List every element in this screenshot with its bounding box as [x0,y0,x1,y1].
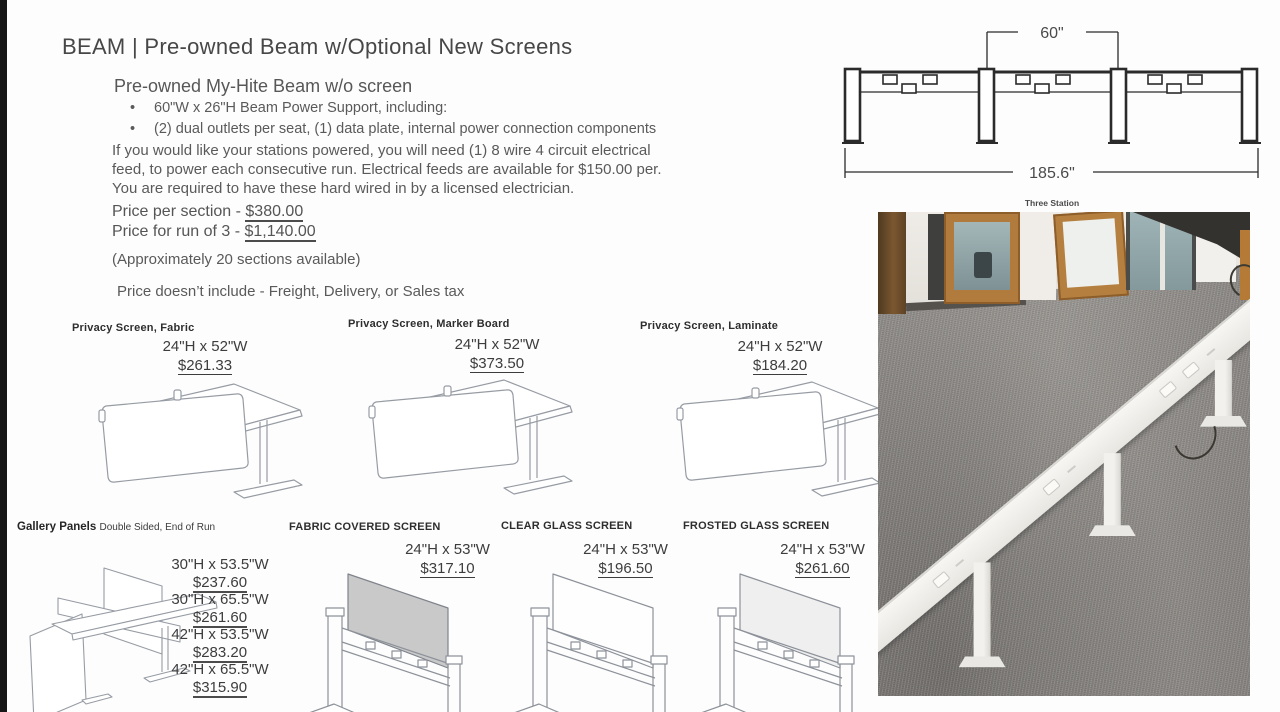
diagram-top-dimension: 60" [1040,25,1064,42]
privacy-screen-markerboard-label: Privacy Screen, Marker Board [348,318,510,330]
tax-note: Price doesn’t include - Freight, Delivery, or Sales tax [117,283,465,300]
intro-paragraph-line: feed, to power each consecutive run. Electrical feeds are available for $150.00 per. [112,161,662,178]
three-station-diagram [838,12,1262,212]
dimensions: 24"H x 53"W [405,541,490,558]
bullet-text: 60"W x 26"H Beam Power Support, including: [154,100,448,116]
dimensions: 24"H x 52"W [454,336,540,353]
dimensions: 42"H x 53.5"W [171,626,269,643]
privacy-screen-fabric-label: Privacy Screen, Fabric [72,322,195,334]
photo-beam-post [1215,360,1232,418]
dimensions: 30"H x 53.5"W [171,556,269,573]
photo-wall-section [1020,212,1056,300]
photo-beam-post [1104,453,1121,527]
privacy-screen-laminate-label: Privacy Screen, Laminate [640,320,779,332]
gallery-panels-pricing [140,556,300,696]
photo-wood-doorframe-left [878,212,906,314]
photo-beam-foot [959,656,1006,667]
availability-note: (Approximately 20 sections available) [112,251,361,268]
bullet-icon: • [130,121,136,137]
dimensions: 24"H x 53"W [780,541,865,558]
desk-screen-illustration-markerboard [352,362,592,507]
price: $373.50 [469,355,525,372]
dimensions: 24"H x 52"W [162,338,248,355]
price: $261.60 [192,608,248,626]
photo-beam-outlet [1182,361,1201,379]
beam-screen-illustration-fabric [300,572,490,712]
price: $184.20 [752,357,808,374]
bullet-item [130,100,447,116]
price: $261.60 [795,560,850,577]
price-per-section-value: $380.00 [245,203,304,220]
page-left-edge-bar [0,0,7,712]
photo-beam-outlet [1159,381,1178,399]
intro-subtitle: Pre-owned My-Hite Beam w/o screen [114,76,413,96]
price-run-of-3 [112,223,316,241]
photo-door-glass [954,222,1010,290]
photo-beam-post [974,562,991,658]
bullet-icon: • [130,100,136,116]
photo-beam-outlet [932,571,951,589]
desk-screen-illustration-laminate [660,364,900,509]
fabric-covered-screen-label: FABRIC COVERED SCREEN [289,521,441,533]
price-run-label: Price for run of 3 - [112,223,245,240]
clear-glass-screen-label: CLEAR GLASS SCREEN [501,520,633,532]
photo-beam-seam [955,559,964,567]
photo-beam-foot [1089,525,1136,536]
price: $317.10 [420,560,475,577]
photo-office-chair-silhouette [974,252,992,278]
photo-dark-window-frame [928,214,944,300]
dimensions: 24"H x 53"W [583,541,668,558]
price: $196.50 [598,560,653,577]
gallery-panels-label [17,521,215,533]
frosted-glass-screen-label: FROSTED GLASS SCREEN [683,520,830,532]
price: $283.20 [192,643,248,661]
desk-screen-illustration-fabric [82,366,322,511]
price: $315.90 [192,678,248,696]
photo-beam-outlet [1042,478,1061,496]
beam-screen-illustration-clear-glass [505,572,695,712]
bullet-text: (2) dual outlets per seat, (1) data plate, internal power connection components [154,121,657,137]
intro-paragraph-line: You are required to have these hard wired in by a licensed electrician. [112,180,575,197]
photo-beam-seam [1067,465,1076,473]
gallery-panels-subtitle: Double Sided, End of Run [99,522,216,533]
product-photo-beam-in-office [878,212,1250,696]
bullet-item [130,121,656,137]
photo-wood-door-with-glass [944,212,1020,304]
price-per-section-label: Price per section - [112,203,246,220]
diagram-caption: Three Station [1024,198,1080,208]
price-run-value: $1,140.00 [244,223,316,240]
intro-paragraph-line: If you would like your stations powered, you will need (1) 8 wire 4 circuit electrical [112,142,651,159]
photo-beam-seam [1206,348,1215,356]
dimensions: 42"H x 65.5"W [171,661,269,678]
photo-beam-rail [878,288,1250,672]
page-title: BEAM | Pre-owned Beam w/Optional New Screens [62,34,573,59]
dimensions: 24"H x 52"W [737,338,823,355]
photo-door-panel [1063,218,1119,287]
gallery-panels-title: Gallery Panels [17,521,97,533]
photo-open-wood-door [1053,212,1129,300]
price-per-section [112,203,303,221]
price: $237.60 [192,573,248,591]
price: $261.33 [177,357,233,374]
beam-screen-illustration-frosted-glass [692,572,882,712]
dimensions: 30"H x 65.5"W [171,591,269,608]
diagram-bottom-dimension: 185.6" [1029,165,1075,182]
